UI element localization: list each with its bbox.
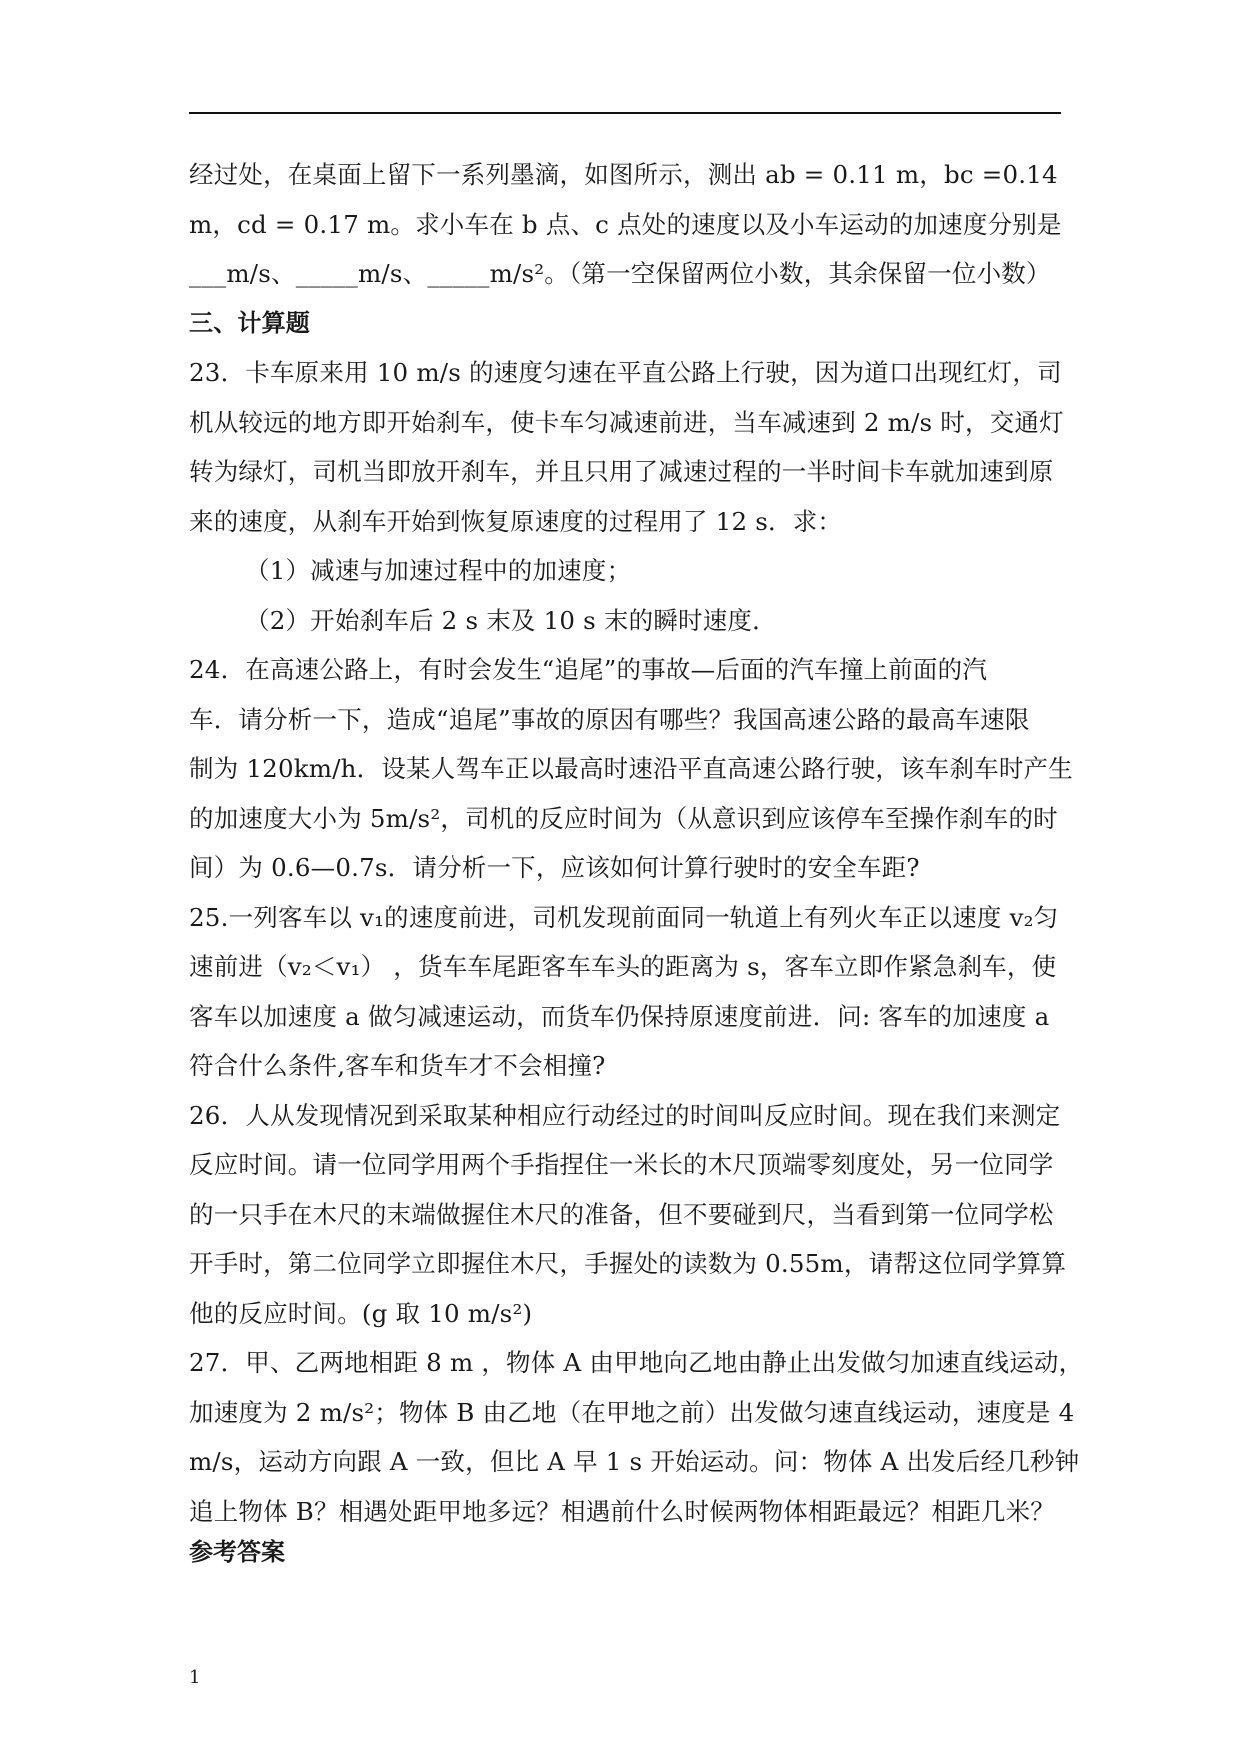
text-line: 间）为 0.6—0.7s．请分析一下，应该如何计算行驶时的安全车距? [189,853,920,882]
text-line: 追上物体 B？相遇处距甲地多远？相遇前什么时候两物体相距最远？相距几米？ [189,1496,1055,1526]
question-23: 23．卡车原来用 10 m/s 的速度匀速在平直公路上行驶，因为道口出现红灯，司 [189,358,1062,387]
text-line: ___m/s、_____m/s、_____m/s²。（第一空保留两位小数，其余保留一位小数） [189,259,1051,288]
text-line: 来的速度，从刹车开始到恢复原速度的过程用了 12 s．求： [189,506,843,536]
text-line: 转为绿灯，司机当即放开刹车，并且只用了减速过程的一半时间卡车就加速到原 [189,457,1054,486]
section-heading: 三、计算题 [189,308,310,337]
text-line: 符合什么条件,客车和货车才不会相撞? [189,1051,606,1080]
text-line: 客车以加速度 a 做匀减速运动，而货车仍保持原速度前进．问: 客车的加速度 a [189,1001,1050,1031]
page-body [189,150,1084,1536]
sub-question-1: （1）减速与加速过程中的加速度； [245,556,632,585]
question-26: 26．人从发现情况到采取某种相应行动经过的时间叫反应时间。现在我们来测定 [189,1100,1061,1130]
text-line: 他的反应时间。(g 取 10 m/s²) [189,1298,533,1328]
question-25: 25.一列客车以 v₁的速度前进，司机发现前面同一轨道上有列火车正以速度 v₂匀 [189,902,1059,932]
text-line: 经过处，在桌面上留下一系列墨滴，如图所示，测出 ab = 0.11 m，bc =0.14 [189,160,1058,189]
header-rule [189,112,1061,114]
page-number: 1 [189,1667,201,1688]
text-line: 速前进（v₂＜v₁） ，货车车尾距客车车头的距离为 s，客车立即作紧急刹车，使 [189,952,1057,981]
text-line: m，cd = 0.17 m。求小车在 b 点、c 点处的速度以及小车运动的加速度分别是 [189,209,1062,239]
text-line: 开手时，第二位同学立即握住木尺，手握处的读数为 0.55m，请帮这位同学算算 [189,1249,1067,1278]
text-line: m/s，运动方向跟 A 一致，但比 A 早 1 s 开始运动。问：物体 A 出发后经几秒钟 [189,1447,1080,1476]
text-line: 车．请分析一下，造成“追尾”事故的原因有哪些？我国高速公路的最高车速限 [189,704,1030,734]
sub-question-2: （2）开始刹车后 2 s 末及 10 s 末的瞬时速度． [245,605,777,635]
text-line: 的一只手在木尺的末端做握住木尺的准备，但不要碰到尺，当看到第一位同学松 [189,1199,1054,1229]
text-line: 的加速度大小为 5m/s²，司机的反应时间为（从意识到应该停车至操作刹车的时 [189,803,1058,833]
text-line: 机从较远的地方即开始刹车，使卡车匀减速前进，当车减速到 2 m/s 时，交通灯 [189,407,1064,437]
question-27: 27．甲、乙两地相距 8 m ，物体 A 由甲地向乙地由静止出发做匀加速直线运动， [189,1348,1084,1377]
text-line: 反应时间。请一位同学用两个手指捏住一米长的木尺顶端零刻度处，另一位同学 [189,1150,1054,1179]
text-line: 加速度为 2 m/s²；物体 B 由乙地（在甲地之前）出发做匀速直线运动，速度是 4 [189,1397,1075,1427]
text-line: 制为 120km/h．设某人驾车正以最高时速沿平直高速公路行驶，该车刹车时产生 [189,754,1073,783]
question-24: 24．在高速公路上，有时会发生“追尾”的事故—后面的汽车撞上前面的汽 [189,655,988,684]
answers-heading: 参考答案 [189,1538,285,1566]
